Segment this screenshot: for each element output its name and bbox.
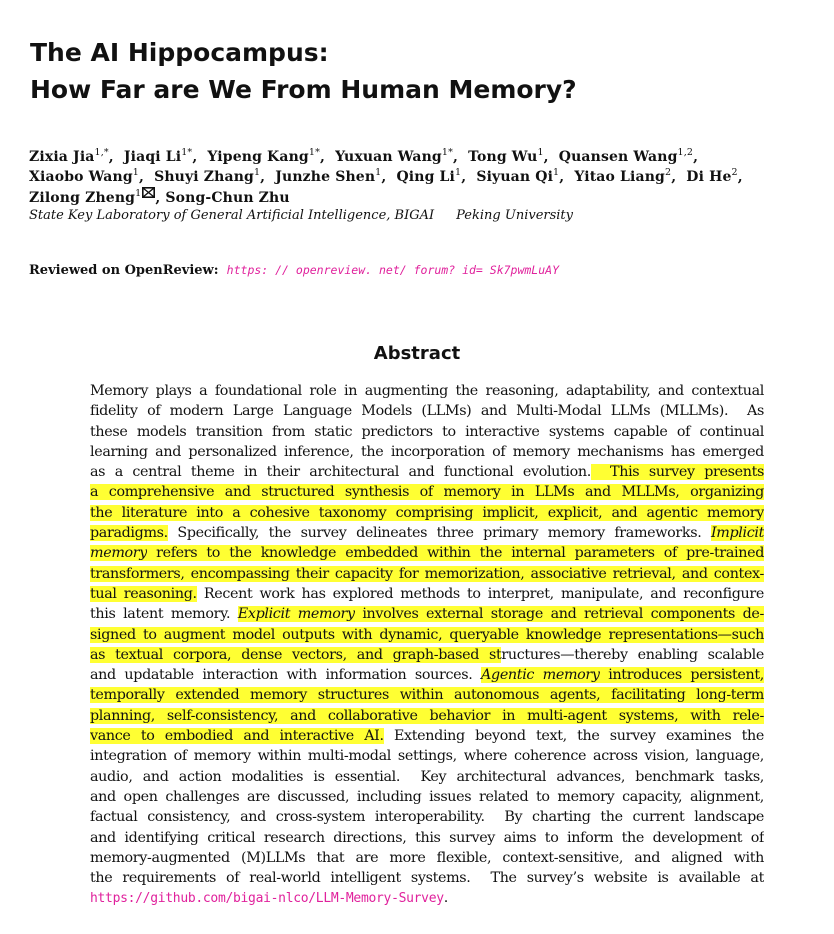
author-separator: , bbox=[671, 168, 687, 185]
highlighted-text: temporally extended memory structures within autonomous agents, facilitating long-term bbox=[90, 687, 764, 704]
highlighted-text: tual reasoning. bbox=[90, 585, 197, 602]
author-line-1 bbox=[29, 148, 829, 168]
abstract-text: learning and personalized inference, the incorporation of memory mechanisms has emerged bbox=[90, 443, 764, 460]
abstract-line bbox=[90, 482, 764, 502]
highlighted-text: introduces persistent, bbox=[599, 667, 764, 684]
abstract-text: Specifically, the survey delineates three primary memory frameworks. bbox=[167, 525, 711, 542]
author-affiliation-mark: 2 bbox=[731, 166, 738, 178]
abstract-line bbox=[90, 685, 764, 705]
author-affiliation-mark: 1* bbox=[181, 147, 193, 158]
author-name: Di He bbox=[686, 168, 732, 185]
author-separator: , bbox=[319, 149, 336, 165]
abstract-line bbox=[90, 381, 764, 401]
abstract-text: Memory plays a foundational role in augmenting the reasoning, adaptability, and contextual bbox=[90, 383, 764, 399]
abstract-line bbox=[90, 746, 764, 766]
title-line-2: How Far are We From Human Memory? bbox=[30, 75, 577, 104]
author-affiliation-mark: 1 bbox=[455, 166, 462, 178]
author-affiliation-mark: 1* bbox=[308, 147, 320, 158]
abstract-text: ructures—thereby enabling scalable bbox=[501, 646, 764, 663]
highlighted-text: This survey presents bbox=[590, 464, 764, 481]
author-line-3 bbox=[29, 187, 829, 209]
author-name: Quansen Wang bbox=[558, 149, 678, 165]
abstract-line bbox=[90, 828, 764, 848]
author-affiliation-mark: 1 bbox=[132, 166, 139, 178]
abstract-text: . bbox=[443, 890, 448, 907]
abstract-line bbox=[90, 625, 764, 645]
author-separator: , bbox=[452, 149, 469, 165]
highlighted-text: refers to the knowledge embedded within the internal parameters of pre-trained bbox=[147, 545, 764, 562]
highlighted-text: memory bbox=[90, 545, 147, 562]
highlighted-text: paradigms. bbox=[90, 525, 168, 542]
abstract-line bbox=[90, 564, 764, 584]
abstract-line bbox=[90, 726, 764, 746]
author-affiliation-mark: 1,2 bbox=[677, 147, 694, 158]
author-name: Xiaobo Wang bbox=[29, 168, 133, 185]
envelope-icon bbox=[142, 187, 155, 198]
author-affiliation-mark: 1 bbox=[253, 166, 261, 178]
author-name: Yipeng Kang bbox=[207, 149, 309, 165]
author-name: Shuyi Zhang bbox=[154, 168, 254, 185]
highlighted-text: planning, self-consistency, and collaborative behavior in multi-agent systems, with rele- bbox=[90, 707, 764, 724]
abstract-text: and updatable interaction with information sources. bbox=[90, 667, 482, 684]
author-affiliation-mark: 1 bbox=[135, 188, 142, 199]
author-separator: , bbox=[461, 168, 477, 185]
abstract-text: these models transition from static predictors to interactive systems capable of continual bbox=[90, 423, 764, 440]
abstract-line bbox=[90, 584, 764, 604]
abstract-heading: Abstract bbox=[373, 342, 461, 364]
highlighted-text: Implicit bbox=[710, 525, 764, 542]
author-separator: , bbox=[381, 168, 397, 185]
author-affiliation-mark: 1 bbox=[553, 166, 560, 178]
author-affiliation-mark: 1 bbox=[537, 147, 544, 158]
affiliation-pku: Peking University bbox=[456, 208, 573, 223]
highlighted-text: transformers, encompassing their capacity for memorization, associative retrieval, and contex- bbox=[90, 565, 764, 582]
abstract-text: Recent work has explored methods to interpret, manipulate, and reconfigure bbox=[196, 585, 764, 602]
author-affiliation-mark: 2 bbox=[665, 166, 672, 178]
abstract-line bbox=[90, 442, 764, 462]
author-name: Qing Li bbox=[396, 168, 456, 185]
abstract-line bbox=[90, 543, 764, 563]
title-line-1: The AI Hippocampus: bbox=[30, 38, 329, 67]
author-name: Yitao Liang bbox=[574, 168, 665, 185]
author-name: Zilong Zheng bbox=[29, 190, 136, 206]
abstract-line bbox=[90, 888, 764, 908]
highlighted-text: the literature into a cohesive taxonomy comprising implicit, explicit, and agentic memory bbox=[90, 504, 764, 521]
author-separator: , bbox=[559, 168, 575, 185]
author-name: Yuxuan Wang bbox=[335, 149, 442, 165]
abstract-text: fidelity of modern Large Language Models (LLMs) and Multi-Modal LLMs (MLLMs). As bbox=[90, 403, 764, 420]
abstract-line bbox=[90, 868, 764, 888]
highlighted-text: Agentic memory bbox=[481, 667, 600, 684]
author-list bbox=[29, 148, 829, 209]
abstract-line bbox=[90, 807, 764, 827]
abstract-text: this latent memory. bbox=[90, 606, 238, 623]
author-separator: , bbox=[108, 149, 124, 165]
author-separator: , bbox=[543, 149, 559, 165]
author-affiliation-mark: 1 bbox=[375, 166, 382, 178]
abstract-line bbox=[90, 706, 764, 726]
abstract-line bbox=[90, 665, 764, 685]
author-separator: , bbox=[737, 168, 743, 185]
author-name: Jiaqi Li bbox=[123, 149, 182, 165]
author-name: Junzhe Shen bbox=[275, 168, 376, 185]
abstract-line bbox=[90, 503, 764, 523]
author-line-2 bbox=[29, 168, 829, 188]
abstract-text: integration of memory within multi-modal settings, where coherence across vision, language, bbox=[90, 748, 764, 765]
abstract-line bbox=[90, 401, 764, 421]
highlighted-text: vance to embodied and interactive AI. bbox=[90, 728, 384, 745]
abstract-line bbox=[90, 767, 764, 787]
review-notice bbox=[29, 263, 559, 278]
author-name: Siyuan Qi bbox=[476, 168, 554, 185]
author-name: Zixia Jia bbox=[29, 149, 95, 165]
abstract-line bbox=[90, 787, 764, 807]
author-separator: , bbox=[260, 168, 276, 185]
abstract-text: memory-augmented (M)LLMs that are more flexible, context-sensitive, and aligned with bbox=[90, 849, 764, 866]
author-separator: , bbox=[139, 168, 155, 185]
abstract-line bbox=[90, 422, 764, 442]
highlighted-text: a comprehensive and structured synthesis of memory in LLMs and MLLMs, organizing bbox=[90, 484, 764, 501]
highlighted-text: as textual corpora, dense vectors, and graph-based st bbox=[90, 646, 502, 663]
highlighted-text: signed to augment model outputs with dynamic, queryable knowledge representations—such bbox=[90, 626, 764, 643]
affiliation-bigai: State Key Laboratory of General Artificial Intelligence, BIGAI bbox=[29, 208, 435, 223]
affiliations bbox=[29, 208, 573, 223]
abstract-text: and open challenges are discussed, including issues related to memory capacity, alignment, bbox=[90, 788, 764, 805]
author-affiliation-mark: 1,* bbox=[94, 147, 109, 158]
abstract-line bbox=[90, 604, 764, 624]
abstract-line bbox=[90, 523, 764, 543]
abstract-text: and identifying critical research directions, this survey aims to inform the development of bbox=[90, 829, 764, 846]
abstract-line bbox=[90, 462, 764, 482]
highlighted-text: involves external storage and retrieval components de- bbox=[354, 606, 764, 623]
author-affiliation-mark: 1* bbox=[441, 147, 453, 158]
abstract-text: as a central theme in their architectural and functional evolution. bbox=[90, 464, 591, 481]
author-separator: , bbox=[155, 190, 166, 206]
abstract-body bbox=[90, 381, 764, 909]
paper-title bbox=[30, 34, 577, 108]
review-label: Reviewed on OpenReview: bbox=[29, 263, 219, 278]
abstract-text: Extending beyond text, the survey examines the bbox=[383, 728, 764, 745]
openreview-link[interactable]: https: // openreview. net/ forum? id= Sk7pwmLuAY bbox=[226, 263, 560, 277]
author-separator: , bbox=[693, 149, 699, 165]
author-name: Tong Wu bbox=[468, 149, 538, 165]
highlighted-text: Explicit memory bbox=[237, 606, 355, 623]
survey-website-link[interactable]: https://github.com/bigai-nlco/LLM-Memory-Survey bbox=[90, 891, 444, 907]
abstract-text: factual consistency, and cross-system interoperability. By charting the current landscape bbox=[90, 809, 764, 826]
author-name: Song-Chun Zhu bbox=[165, 190, 290, 206]
author-separator: , bbox=[192, 149, 208, 165]
abstract-text: audio, and action modalities is essential. Key architectural advances, benchmark tasks, bbox=[90, 768, 764, 785]
abstract-line bbox=[90, 645, 764, 665]
abstract-text: the requirements of real-world intelligent systems. The survey’s website is available at bbox=[90, 870, 764, 887]
abstract-line bbox=[90, 848, 764, 868]
